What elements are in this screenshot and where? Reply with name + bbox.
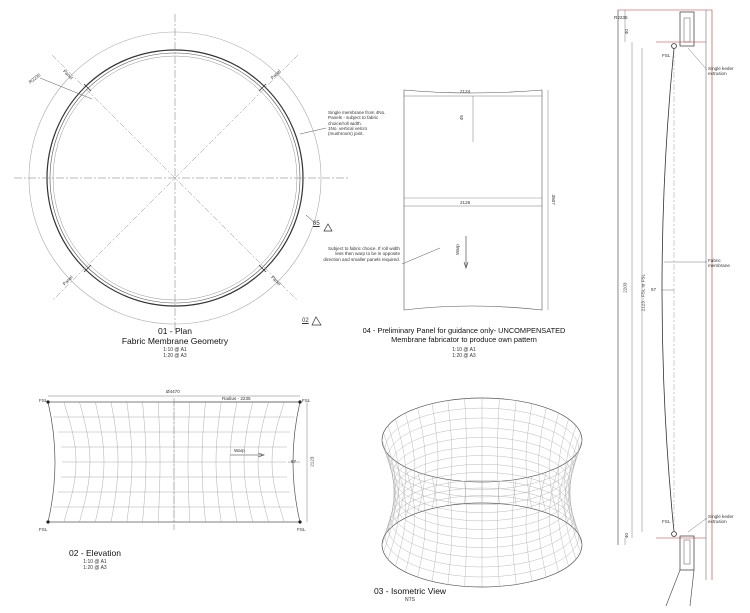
- fsl-point-bottom-right: [298, 520, 301, 523]
- isometric-mesh-line: [448, 480, 452, 585]
- plan-panel-label-nw: Panel: [62, 68, 74, 81]
- elevation-scale-a3: 1:20 @ A3: [83, 564, 107, 571]
- panel-scale-block: [345, 348, 583, 360]
- membrane-note-line: Fabric: [708, 258, 721, 263]
- elevation-height: 2123: [309, 456, 315, 467]
- plan-panel-label-sw: Panel: [61, 274, 74, 287]
- isometric-mesh-line: [395, 419, 405, 524]
- plan-note-line: Panels - subject to fabric: [328, 115, 379, 121]
- isometric-mesh-line: [565, 454, 576, 559]
- section-bottom-dim: 40: [623, 533, 629, 539]
- isometric-mesh-line: [388, 426, 399, 531]
- isometric-mesh-line: [405, 467, 414, 572]
- isometric-mesh-line: [549, 467, 558, 572]
- panel-mid-width: 2126: [460, 200, 471, 205]
- plan-title: 01 - Plan: [157, 326, 193, 336]
- elevation-scale-block: [40, 560, 150, 572]
- plan-scale-block: [60, 348, 290, 360]
- membrane-note-line: membrane: [708, 263, 730, 269]
- panel-warp-label: Warp: [454, 244, 460, 256]
- panel-view: [402, 90, 548, 310]
- plan-note-line: Single membrane from 4No.: [328, 110, 386, 115]
- isometric-view: [382, 398, 582, 587]
- plan-panel-label-se: Panel: [270, 274, 282, 287]
- section-membrane-note: [708, 258, 730, 269]
- elevation-fsl-bottom-right: FSL: [297, 527, 306, 532]
- panel-title: 04 - Preliminary Panel for guidance only- UNCOMPENSATED: [362, 326, 566, 335]
- isometric-mesh-line: [549, 413, 558, 518]
- section-overall-dim-label: 2203: [622, 282, 628, 293]
- plan-note-line: 1No. vertical velcro: [328, 125, 368, 131]
- elevation-fsl-top-right: FSL: [302, 398, 311, 403]
- panel-note-line: less then warp to be in opposite: [335, 251, 400, 257]
- isometric-mesh-line: [512, 401, 516, 506]
- panel-sag: 45: [458, 115, 464, 121]
- isometric-mesh-line: [539, 472, 547, 577]
- elevation-warp-label: Warp: [234, 448, 245, 453]
- isometric-mesh-line: [512, 480, 516, 585]
- elevation-fsl-bottom-left: FSL: [39, 527, 48, 532]
- bottom-keder-icon: [672, 532, 677, 537]
- section-02-label: 02: [302, 318, 309, 324]
- section-sag: 57: [651, 287, 657, 292]
- keder-note-line: Single keder: [708, 66, 734, 71]
- keder-note-line: extrusion: [708, 519, 727, 525]
- elevation-scale-a1: 1:10 @ A1: [83, 559, 107, 565]
- top-keder-bracket-inner: [684, 18, 690, 42]
- plan-scale-a1: 1:10 @ A1: [163, 347, 187, 353]
- panel-height: 3507: [550, 194, 556, 205]
- isometric-mesh-line: [418, 472, 426, 577]
- isometric-mesh-line: [565, 426, 576, 531]
- isometric-mesh-line: [497, 481, 499, 586]
- isometric-title: 03 - Isometric View: [373, 586, 447, 596]
- panel-scale-a3: 1:20 @ A3: [452, 352, 476, 359]
- isometric-mesh-line: [465, 399, 467, 504]
- elevation-sag: 57: [291, 459, 297, 464]
- plan-note-line: choice/roll width.: [328, 120, 362, 126]
- elevation-radius: Radius - 2235: [222, 396, 251, 401]
- section-view: [618, 10, 712, 606]
- section-keder-top-note: [708, 66, 734, 77]
- keder-top-leader: [688, 48, 707, 70]
- plan-subtitle: Fabric Membrane Geometry: [121, 335, 229, 346]
- elevation-title: 02 - Elevation: [69, 548, 121, 558]
- section-02-triangle-icon: [312, 317, 321, 325]
- panel-scale-a1: 1:10 @ A1: [452, 347, 476, 353]
- isometric-mesh-line: [558, 419, 568, 524]
- keder-note-line: extrusion: [708, 71, 727, 77]
- panel-top-width: 2124: [460, 89, 471, 94]
- plan-membrane-note: [328, 110, 385, 136]
- elevation-view: [46, 396, 307, 530]
- isometric-mesh-line: [465, 481, 467, 586]
- isometric-mesh-line: [418, 408, 426, 513]
- section-05-triangle-icon: [324, 224, 332, 231]
- isometric-mesh-line: [558, 461, 568, 566]
- plan-note-line: (mushroom) joint.: [328, 131, 364, 137]
- isometric-mesh-line: [539, 408, 547, 513]
- bottom-keder-bracket-inner: [684, 540, 690, 564]
- isometric-mesh-line: [405, 413, 414, 518]
- keder-note-line: Single keder: [708, 514, 734, 519]
- section-top-dim: 40: [623, 29, 629, 35]
- section-05-label: 05: [313, 221, 320, 227]
- top-keder-icon: [672, 44, 677, 49]
- section-fsl-top: FSL: [662, 53, 671, 58]
- panel-title-block: [345, 327, 583, 344]
- plan-title-block: [60, 327, 290, 347]
- plan-radius-label: R2235: [27, 72, 42, 85]
- isometric-mesh-line: [388, 454, 399, 559]
- section-fsl-to-fsl-label: 2123 - FSL to FSL: [640, 273, 646, 312]
- panel-subtitle: Membrane fabricator to produce own pattern: [391, 334, 537, 344]
- plan-panel-label-ne: Panel: [269, 68, 282, 81]
- panel-note-line: Subject to fabric choice. If roll width: [327, 246, 400, 251]
- panel-note-line: direction and smaller panels required.: [323, 256, 400, 262]
- panel-note: [318, 246, 400, 262]
- bottom-support-leg: [666, 570, 694, 606]
- fsl-point-bottom-left: [46, 520, 49, 523]
- section-fsl-bottom: FSL: [662, 519, 671, 524]
- isometric-mesh-line: [497, 399, 499, 504]
- panel-note-leader: [402, 248, 440, 264]
- elevation-diameter: Ø4470: [166, 389, 180, 394]
- plan-note-leader: [300, 128, 326, 134]
- elevation-fsl-top-left: FSL: [39, 398, 48, 403]
- isometric-mesh-line: [448, 401, 452, 506]
- bottom-keder-bracket: [680, 536, 694, 570]
- plan-scale-a3: 1:20 @ A3: [163, 352, 187, 359]
- isometric-scale: NTS: [405, 597, 415, 603]
- section-keder-bottom-note: [708, 514, 734, 525]
- keder-bottom-leader: [688, 518, 707, 532]
- top-keder-bracket: [680, 12, 694, 46]
- isometric-mesh-line: [395, 461, 405, 566]
- section-radius-label: R2235: [614, 15, 628, 20]
